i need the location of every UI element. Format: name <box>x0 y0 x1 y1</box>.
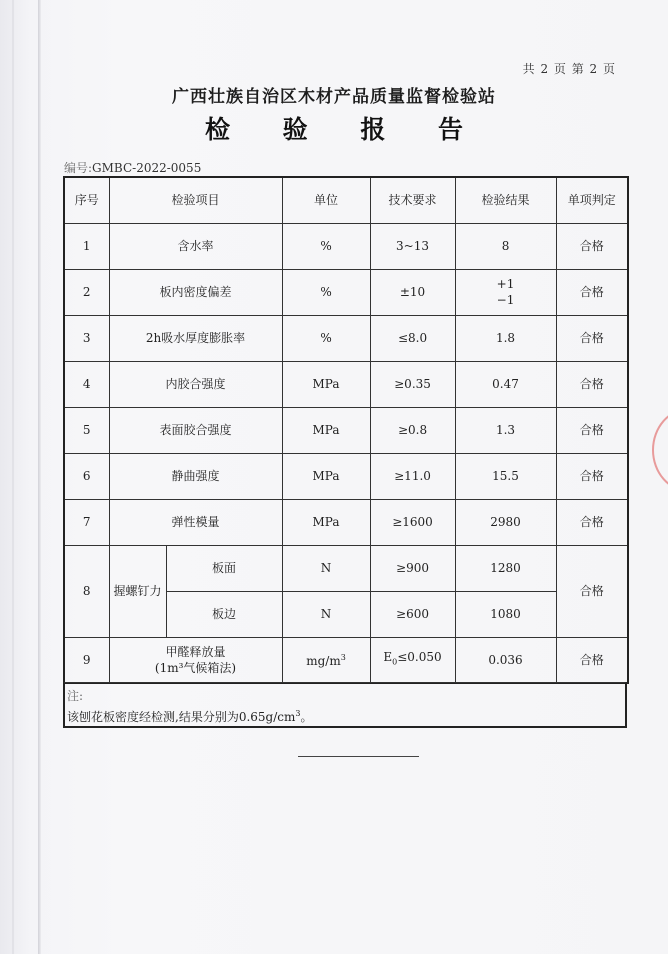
table-row <box>64 453 628 499</box>
row-unit: MPa <box>282 499 370 545</box>
row-requirement: ≥0.8 <box>370 407 455 453</box>
header-seq: 序号 <box>64 177 109 223</box>
row-result: 2980 <box>455 499 556 545</box>
row-item: 弹性模量 <box>109 499 282 545</box>
row-unit: N <box>282 545 370 591</box>
note-label: 注: <box>67 689 84 703</box>
row-subitem: 板面 <box>166 545 282 591</box>
row-unit: N <box>282 591 370 637</box>
row-result: 0.036 <box>455 637 556 683</box>
header-item: 检验项目 <box>109 177 282 223</box>
row-item: 内胶合强度 <box>109 361 282 407</box>
row-seq: 7 <box>64 499 109 545</box>
row-item: 握螺钉力 <box>109 545 166 637</box>
row-unit-sup: 3 <box>340 653 346 663</box>
row-judgment: 合格 <box>556 223 628 269</box>
row-result: 8 <box>455 223 556 269</box>
table-header-row <box>64 177 628 223</box>
report-code <box>64 159 201 176</box>
table-row <box>64 499 628 545</box>
header-result: 检验结果 <box>455 177 556 223</box>
row-result: 1.3 <box>455 407 556 453</box>
seal-ring <box>652 408 668 488</box>
row-requirement: ≥11.0 <box>370 453 455 499</box>
row-item: 板内密度偏差 <box>109 269 282 315</box>
row-requirement: ≤8.0 <box>370 315 455 361</box>
row-unit: MPa <box>282 407 370 453</box>
inspection-table <box>63 176 629 684</box>
table-row <box>64 637 628 683</box>
table-row <box>64 315 628 361</box>
report-code-label: 编号: <box>64 161 93 175</box>
row-subitem: 板边 <box>166 591 282 637</box>
row-requirement: 3~13 <box>370 223 455 269</box>
row-requirement: ≥900 <box>370 545 455 591</box>
row-judgment: 合格 <box>556 269 628 315</box>
table-row <box>64 545 628 591</box>
header-judgment: 单项判定 <box>556 177 628 223</box>
row-req-base: E <box>383 650 393 665</box>
row-result: 1080 <box>455 591 556 637</box>
row-judgment: 合格 <box>556 499 628 545</box>
note-text-sup: 3 <box>295 709 301 718</box>
row-judgment: 合格 <box>556 315 628 361</box>
row-item: 静曲强度 <box>109 453 282 499</box>
table-row <box>64 223 628 269</box>
table-row <box>64 269 628 315</box>
row-seq: 4 <box>64 361 109 407</box>
table-row <box>64 407 628 453</box>
end-line <box>298 756 419 757</box>
row-unit: MPa <box>282 361 370 407</box>
header-requirement: 技术要求 <box>370 177 455 223</box>
row-item: 含水率 <box>109 223 282 269</box>
row-result: 0.47 <box>455 361 556 407</box>
note-text <box>67 705 623 726</box>
page-number: 共 2 页 第 2 页 <box>522 62 616 76</box>
row-judgment: 合格 <box>556 453 628 499</box>
note-section <box>63 682 627 728</box>
row-seq: 5 <box>64 407 109 453</box>
row-judgment: 合格 <box>556 637 628 683</box>
row-item: 2h吸水厚度膨胀率 <box>109 315 282 361</box>
row-unit: % <box>282 223 370 269</box>
row-seq: 1 <box>64 223 109 269</box>
row-unit-base: mg/m <box>306 654 341 669</box>
official-seal-edge <box>652 408 668 488</box>
row-unit <box>282 637 370 683</box>
row-req-rest: ≤0.050 <box>397 650 442 665</box>
table-row <box>64 361 628 407</box>
organization-name: 广西壮族自治区木材产品质量监督检验站 <box>172 87 496 107</box>
row-result: 1.8 <box>455 315 556 361</box>
row-judgment: 合格 <box>556 407 628 453</box>
row-requirement <box>370 637 455 683</box>
report-title: 检 验 报 告 <box>204 115 486 144</box>
row-requirement: ≥1600 <box>370 499 455 545</box>
note-text-body: 该刨花板密度经检测,结果分别为0.65g/cm <box>67 710 296 724</box>
row-judgment: 合格 <box>556 361 628 407</box>
note-text-end: 。 <box>300 710 313 724</box>
row-req-sub: 0 <box>392 657 398 667</box>
row-unit: MPa <box>282 453 370 499</box>
row-result-lower: −1 <box>496 293 515 307</box>
row-result-upper: +1 <box>496 277 515 291</box>
row-result: 1280 <box>455 545 556 591</box>
row-unit: % <box>282 269 370 315</box>
row-result <box>455 269 556 315</box>
row-result: 15.5 <box>455 453 556 499</box>
row-requirement: ±10 <box>370 269 455 315</box>
row-item <box>109 637 282 683</box>
row-requirement: ≥0.35 <box>370 361 455 407</box>
row-seq: 6 <box>64 453 109 499</box>
row-seq: 9 <box>64 637 109 683</box>
row-item: 表面胶合强度 <box>109 407 282 453</box>
report-code-value: GMBC-2022-0055 <box>92 161 202 175</box>
row-requirement: ≥600 <box>370 591 455 637</box>
row-item-line1: 甲醛释放量 <box>165 644 226 659</box>
row-seq: 2 <box>64 269 109 315</box>
row-seq: 3 <box>64 315 109 361</box>
row-judgment: 合格 <box>556 545 628 637</box>
row-item-line2: (1m³气候箱法) <box>154 660 237 675</box>
row-unit: % <box>282 315 370 361</box>
header-unit: 单位 <box>282 177 370 223</box>
row-seq: 8 <box>64 545 109 637</box>
